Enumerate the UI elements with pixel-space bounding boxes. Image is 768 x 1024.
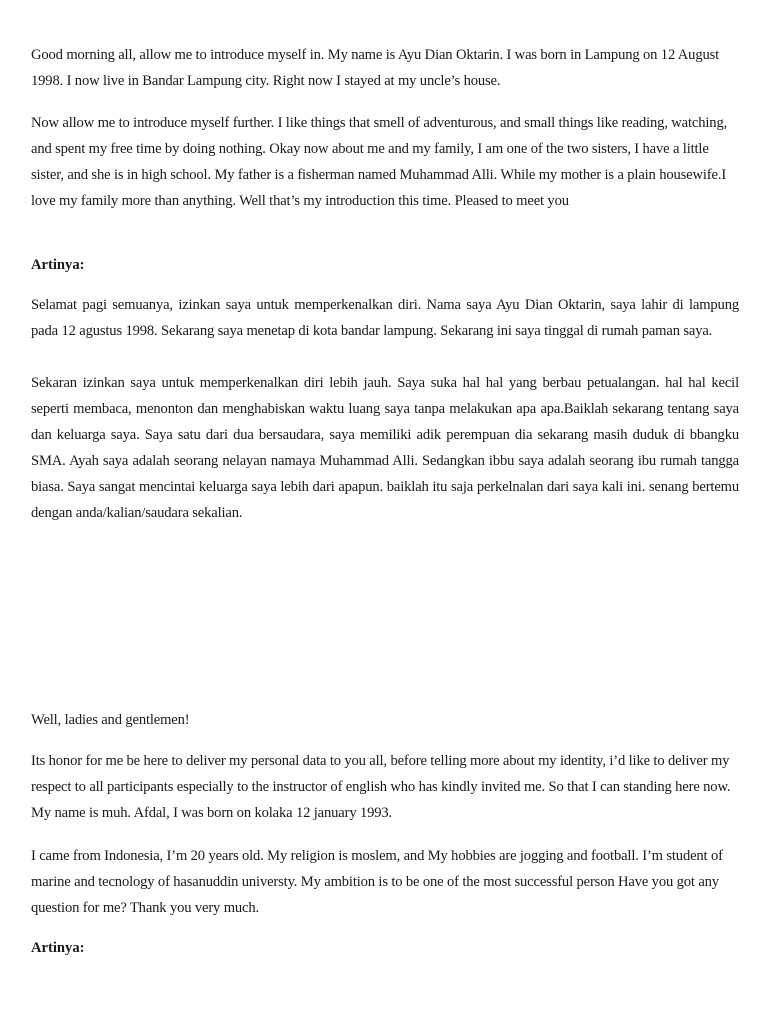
translation-paragraph-1: Selamat pagi semuanya, izinkan saya untuk memperkenalkan diri. Nama saya Ayu Dian Oktarin, saya lahir di lampung pada 12 agustus 1998. Sekarang saya menetap di kota bandar lampung. Sekarang ini saya tinggal di rumah paman saya. bbox=[31, 297, 739, 339]
translation-heading-1: Artinya: bbox=[31, 257, 85, 273]
translation-heading-2: Artinya: bbox=[31, 940, 85, 956]
intro-paragraph-english-2: Now allow me to introduce myself further. I like things that smell of adventurous, and small things like reading, watching, and spent my free time by doing nothing. Okay now about me and my family, I am one of the two sisters, I have a little sister, and she is in high school. My father is a fisherman named Muhammad Alli. While my mother is a plain housewife.I love my family more than anything. Well that’s my introduction this time. Pleased to meet you bbox=[31, 115, 728, 209]
intro-paragraph-english-1: Good morning all, allow me to introduce myself in. My name is Ayu Dian Oktarin. I was born in Lampung on 12 August 1998. I now live in Bandar Lampung city. Right now I stayed at my uncle’s house. bbox=[31, 47, 720, 89]
translation-paragraph-2: Sekaran izinkan saya untuk memperkenalkan diri lebih jauh. Saya suka hal hal yang berbau petualangan. hal hal kecil seperti membaca, menonton dan menghabiskan waktu luang saya tanpa melakukan apa apa.Baiklah sekarang tentang saya dan keluarga saya. Saya satu dari dua bersaudara, saya memiliki adik perempuan dia sekarang masih duduk di bbangku SMA. Ayah saya adalah seorang nelayan namaya Muhammad Alli. Sedangkan ibbu saya adalah seorang ibu rumah tangga biasa. Saya sangat mencintai keluarga saya lebih dari apapun. baiklah itu saja perkelnalan dari saya kali ini. senang bertemu dengan anda/kalian/saudara sekalian. bbox=[31, 375, 739, 521]
speech-greeting: Well, ladies and gentlemen! bbox=[31, 712, 190, 728]
speech-paragraph-2: I came from Indonesia, I’m 20 years old. My religion is moslem, and My hobbies are jogging and football. I’m student of marine and tecnology of hasanuddin universty. My ambition is to be one of the most successful person Have you got any question for me? Thank you very much. bbox=[31, 848, 723, 916]
speech-paragraph-1: Its honor for me be here to deliver my personal data to you all, before telling more about my identity, i’d like to deliver my respect to all participants especially to the instructor of english who has kindly invited me. So that I can standing here now. My name is muh. Afdal, I was born on kolaka 12 january 1993. bbox=[31, 753, 731, 821]
